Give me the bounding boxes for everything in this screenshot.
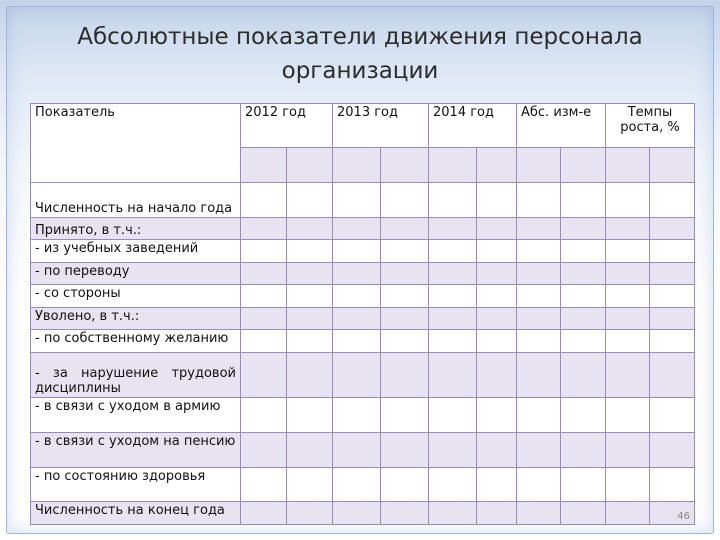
cell [381, 502, 429, 525]
table-row [31, 352, 695, 397]
cell [517, 432, 561, 467]
cell [381, 240, 429, 263]
cell [381, 330, 429, 353]
cell [429, 330, 477, 353]
row-label: - в связи с уходом на пенсию [31, 432, 241, 467]
cell [333, 285, 381, 308]
cell [561, 432, 606, 467]
cell [650, 285, 695, 308]
table-row [31, 502, 695, 525]
cell [241, 352, 287, 397]
cell [429, 217, 477, 240]
cell [477, 262, 517, 285]
cell [650, 307, 695, 330]
page-number-cell [650, 502, 695, 525]
cell [561, 502, 606, 525]
cell [429, 285, 477, 308]
cell [606, 285, 650, 308]
cell [517, 502, 561, 525]
table-row [31, 307, 695, 330]
cell [606, 148, 650, 183]
table-row [31, 217, 695, 240]
cell [477, 240, 517, 263]
cell [381, 432, 429, 467]
header-2014: 2014 год [429, 104, 517, 148]
cell [429, 467, 477, 502]
cell [287, 467, 333, 502]
cell [606, 240, 650, 263]
title-line-1: Абсолютные показатели движения персонала [77, 24, 643, 50]
table-row [31, 182, 695, 217]
cell [429, 352, 477, 397]
cell [429, 262, 477, 285]
cell [517, 285, 561, 308]
cell [477, 285, 517, 308]
cell [517, 262, 561, 285]
cell [241, 330, 287, 353]
cell [381, 262, 429, 285]
cell [650, 352, 695, 397]
cell [561, 352, 606, 397]
cell [477, 217, 517, 240]
cell [650, 432, 695, 467]
cell [287, 148, 333, 183]
cell [606, 352, 650, 397]
cell [606, 307, 650, 330]
cell [241, 397, 287, 432]
cell [561, 330, 606, 353]
cell [561, 262, 606, 285]
cell [517, 352, 561, 397]
cell [606, 432, 650, 467]
cell [517, 148, 561, 183]
cell [429, 307, 477, 330]
cell [287, 330, 333, 353]
cell [429, 502, 477, 525]
table-row [31, 432, 695, 467]
cell [287, 307, 333, 330]
personnel-movement-table [30, 103, 695, 525]
cell [381, 467, 429, 502]
cell [561, 217, 606, 240]
cell [333, 432, 381, 467]
cell [606, 217, 650, 240]
cell [606, 502, 650, 525]
cell [606, 330, 650, 353]
cell [333, 467, 381, 502]
cell [287, 285, 333, 308]
cell [606, 397, 650, 432]
cell [241, 307, 287, 330]
row-label: Принято, в т.ч.: [31, 217, 241, 240]
cell [287, 352, 333, 397]
cell [333, 240, 381, 263]
cell [606, 262, 650, 285]
cell [517, 240, 561, 263]
cell [429, 397, 477, 432]
cell [241, 148, 287, 183]
cell [477, 148, 517, 183]
table-row [31, 397, 695, 432]
table-row [31, 285, 695, 308]
row-label: - в связи с уходом в армию [31, 397, 241, 432]
cell [429, 240, 477, 263]
cell [561, 467, 606, 502]
cell [241, 502, 287, 525]
table-row [31, 262, 695, 285]
cell [287, 432, 333, 467]
cell [650, 467, 695, 502]
cell [650, 148, 695, 183]
cell [287, 240, 333, 263]
cell [287, 217, 333, 240]
cell [650, 182, 695, 217]
cell [606, 182, 650, 217]
cell [561, 397, 606, 432]
cell [333, 330, 381, 353]
cell [381, 397, 429, 432]
table-row [31, 240, 695, 263]
cell [650, 240, 695, 263]
cell [333, 148, 381, 183]
header-2013: 2013 год [333, 104, 429, 148]
cell [561, 307, 606, 330]
cell [287, 182, 333, 217]
row-label: - по переводу [31, 262, 241, 285]
cell [241, 182, 287, 217]
cell [381, 217, 429, 240]
cell [381, 352, 429, 397]
header-2012: 2012 год [241, 104, 333, 148]
cell [561, 182, 606, 217]
cell [477, 397, 517, 432]
header-row [31, 104, 695, 148]
cell [241, 432, 287, 467]
cell [241, 467, 287, 502]
cell [381, 148, 429, 183]
row-label: - за нарушение трудовой дисциплины [31, 352, 241, 397]
cell [333, 307, 381, 330]
cell [517, 397, 561, 432]
cell [561, 240, 606, 263]
cell [477, 330, 517, 353]
row-label: - со стороны [31, 285, 241, 308]
row-label: Уволено, в т.ч.: [31, 307, 241, 330]
cell [650, 397, 695, 432]
row-label: Численность на начало года [31, 182, 241, 217]
table-row [31, 330, 695, 353]
cell [241, 240, 287, 263]
row-label: - по собственному желанию [31, 330, 241, 353]
cell [333, 217, 381, 240]
row-label: - из учебных заведений [31, 240, 241, 263]
title-line-2: организации [281, 58, 439, 84]
cell [287, 262, 333, 285]
page-number: 46 [677, 511, 690, 522]
cell [241, 217, 287, 240]
cell [477, 307, 517, 330]
cell [650, 330, 695, 353]
cell [650, 262, 695, 285]
cell [429, 182, 477, 217]
cell [333, 262, 381, 285]
header-abs-change: Абс. изм-е [517, 104, 606, 148]
cell [381, 285, 429, 308]
row-label: Численность на конец года [31, 502, 241, 525]
cell [477, 502, 517, 525]
table-row [31, 467, 695, 502]
header-growth-rate: Темпы роста, % [606, 104, 695, 148]
cell [381, 182, 429, 217]
cell [517, 217, 561, 240]
cell [561, 148, 606, 183]
cell [517, 467, 561, 502]
cell [606, 467, 650, 502]
cell [517, 182, 561, 217]
cell [477, 352, 517, 397]
header-indicator: Показатель [31, 104, 241, 183]
cell [241, 285, 287, 308]
row-label: - по состоянию здоровья [31, 467, 241, 502]
cell [477, 467, 517, 502]
cell [287, 397, 333, 432]
cell [517, 330, 561, 353]
cell [333, 397, 381, 432]
cell [429, 148, 477, 183]
cell [429, 432, 477, 467]
cell [333, 182, 381, 217]
cell [561, 285, 606, 308]
cell [333, 502, 381, 525]
cell [333, 352, 381, 397]
cell [477, 182, 517, 217]
cell [517, 307, 561, 330]
cell [650, 217, 695, 240]
cell [241, 262, 287, 285]
slide-title [0, 20, 720, 88]
cell [477, 432, 517, 467]
cell [381, 307, 429, 330]
cell [287, 502, 333, 525]
